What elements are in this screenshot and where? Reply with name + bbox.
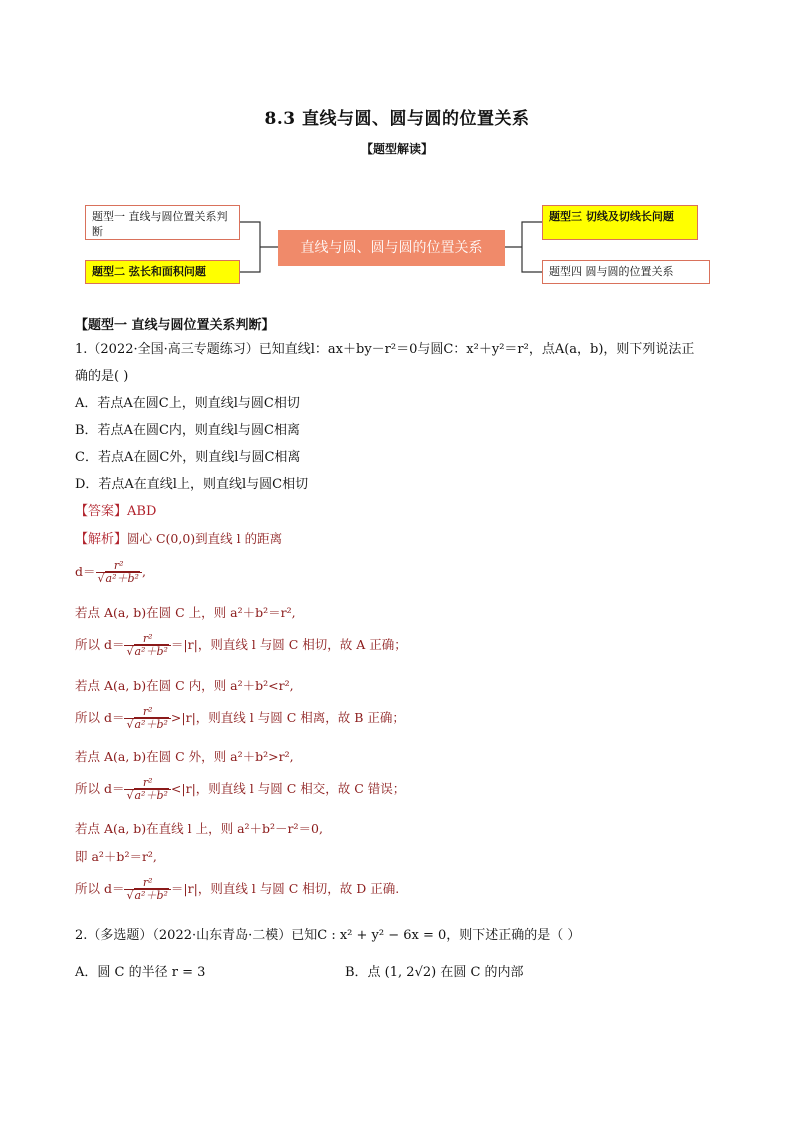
frac-den: a²＋b² bbox=[134, 789, 168, 802]
q1-stem-line1: 1.（2022·全国·高三专题练习）已知直线l：ax＋by－r²＝0与圆C：x²＋y²＝r²，点A(a，b)，则下列说法正 bbox=[75, 342, 695, 357]
answer-label: 【答案】 bbox=[75, 504, 128, 519]
left-bracket bbox=[240, 222, 260, 272]
sol-comma: , bbox=[141, 564, 146, 579]
topic-2-box: 题型二 弦长和面积问题 bbox=[85, 260, 240, 284]
central-topic-box: 直线与圆、圆与圆的位置关系 bbox=[278, 230, 505, 266]
sol-line-2 bbox=[75, 633, 407, 658]
analysis-label: 【解析】 bbox=[75, 532, 128, 547]
sol-tail: ＝|r|，则直线 l 与圆 C 相切，故 D 正确. bbox=[170, 881, 400, 896]
sol-tail: >|r|，则直线 l 与圆 C 相离，故 B 正确； bbox=[170, 710, 405, 725]
q2-option-a: A．圆 C 的半径 r = 3 bbox=[75, 965, 206, 980]
q1-answer bbox=[75, 502, 156, 522]
sol-so: 所以 d＝ bbox=[75, 881, 125, 896]
topic-3-box: 题型三 切线及切线长问题 bbox=[542, 205, 698, 240]
page-subtitle: 【题型解读】 bbox=[360, 142, 433, 156]
q1-analysis-intro bbox=[75, 529, 282, 550]
frac-den: a²＋b² bbox=[134, 718, 168, 731]
sol-so: 所以 d＝ bbox=[75, 637, 125, 652]
topic-4-box: 题型四 圆与圆的位置关系 bbox=[542, 260, 710, 284]
sol-line-7: 若点 A(a, b)在直线 l 上，则 a²＋b²－r²＝0, bbox=[75, 821, 323, 836]
sol-line-4 bbox=[75, 706, 405, 731]
q1-option-a: A．若点A在圆C上，则直线l与圆C相切 bbox=[75, 396, 300, 411]
fraction: $\frac{\text{r²}}{\text{√a²＋b²}}$ bbox=[124, 877, 170, 902]
topic-1-box: 题型一 直线与圆位置关系判断 bbox=[85, 205, 240, 240]
frac-num: r² bbox=[142, 632, 153, 645]
answer-value: ABD bbox=[127, 504, 157, 519]
sol-so: 所以 d＝ bbox=[75, 710, 125, 725]
sol-line-8: 即 a²＋b²＝r², bbox=[75, 849, 157, 864]
q2-option-b: B．点 (1, 2√2) 在圆 C 的内部 bbox=[345, 965, 524, 980]
q1-option-c: C．若点A在圆C外，则直线l与圆C相离 bbox=[75, 450, 301, 465]
sol-tail: ＝|r|，则直线 l 与圆 C 相切，故 A 正确； bbox=[170, 637, 407, 652]
sol-tail: <|r|，则直线 l 与圆 C 相交，故 C 错误； bbox=[170, 781, 406, 796]
frac-num: r² bbox=[142, 776, 153, 789]
fraction: $\frac{\text{r²}}{\text{√a²＋b²}}$ bbox=[124, 706, 170, 731]
sol-line-6 bbox=[75, 777, 405, 802]
sol-line-1: 若点 A(a, b)在圆 C 上，则 a²＋b²＝r², bbox=[75, 605, 296, 620]
sol-line-9 bbox=[75, 877, 399, 902]
sol-so: 所以 d＝ bbox=[75, 781, 125, 796]
q1-option-d: D．若点A在直线l上，则直线l与圆C相切 bbox=[75, 477, 309, 492]
fraction: $\frac{\text{r²}}{\text{√a²＋b²}}$ bbox=[124, 633, 170, 658]
frac-den: a²＋b² bbox=[134, 889, 168, 902]
frac-den: a²＋b² bbox=[134, 645, 168, 658]
fraction: $\frac{\text{r²}}{\text{√a²＋b²}}$ bbox=[96, 560, 142, 585]
analysis-text: 圆心 C(0,0)到直线 l 的距离 bbox=[127, 531, 283, 546]
right-bracket bbox=[522, 222, 542, 272]
q1-option-b: B．若点A在圆C内，则直线l与圆C相离 bbox=[75, 423, 300, 438]
fraction: $\frac{\text{r²}}{\text{√a²＋b²}}$ bbox=[124, 777, 170, 802]
page-title: 8.3 直线与圆、圆与圆的位置关系 bbox=[264, 109, 530, 129]
frac-num: r² bbox=[142, 705, 153, 718]
sol-distance-formula bbox=[75, 560, 146, 585]
frac-num: r² bbox=[113, 559, 124, 572]
sol-d-eq: d＝ bbox=[75, 564, 96, 579]
frac-den: a²＋b² bbox=[105, 572, 139, 585]
q1-stem-line2: 确的是( ) bbox=[75, 369, 129, 384]
sol-line-3: 若点 A(a, b)在圆 C 内，则 a²＋b²<r², bbox=[75, 678, 294, 693]
section-heading: 【题型一 直线与圆位置关系判断】 bbox=[75, 318, 275, 333]
q2-stem: 2.（多选题）（2022·山东青岛·二模）已知C : x² + y² − 6x = 0，则下述正确的是（ ） bbox=[75, 928, 581, 943]
sol-line-5: 若点 A(a, b)在圆 C 外，则 a²＋b²>r², bbox=[75, 749, 294, 764]
frac-num: r² bbox=[142, 876, 153, 889]
